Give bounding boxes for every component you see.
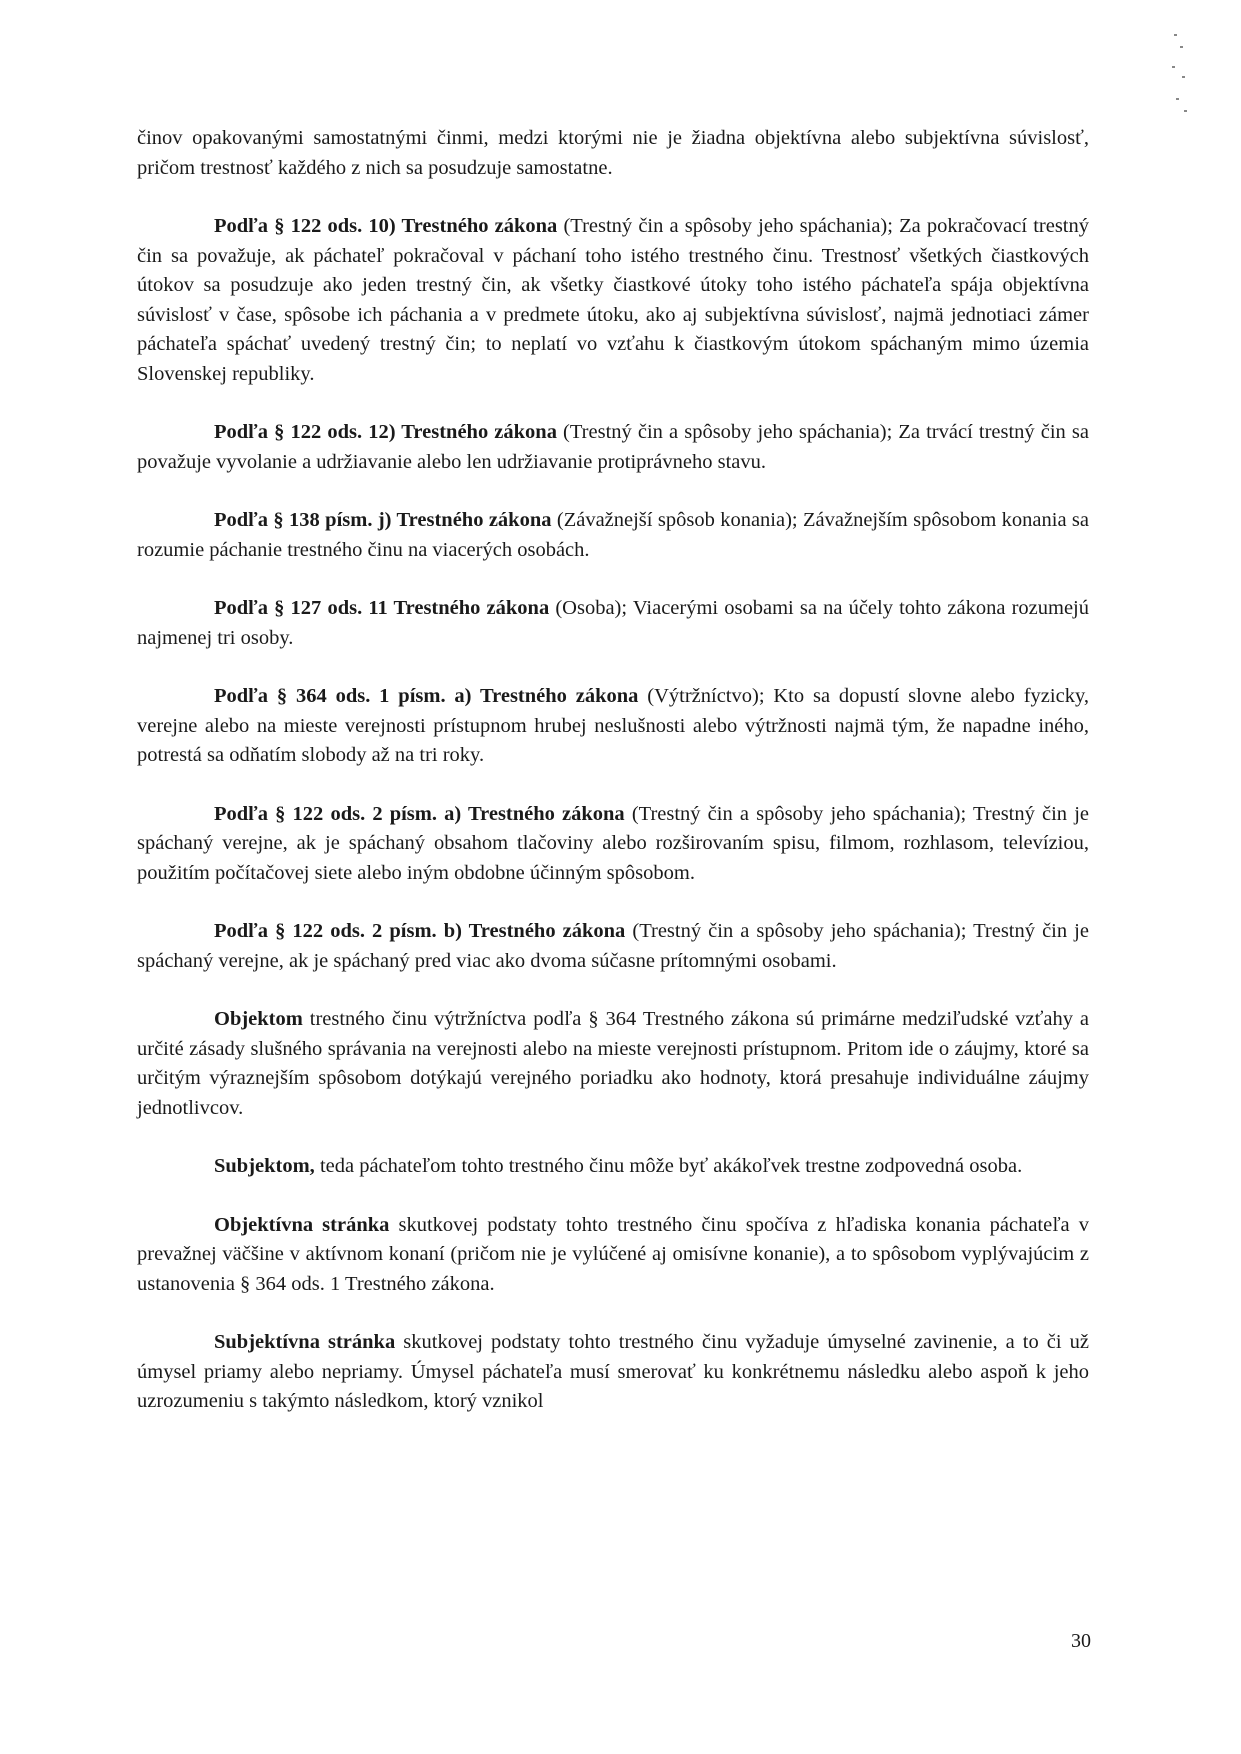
paragraph-text: (Závažnejší spôsob konania); Závažnejším spôsobom konania sa rozumie páchanie trestného činu na viacerých osobách.: [137, 509, 1089, 561]
paragraph-heading: Podľa § 364 ods. 1 písm. a) Trestného zákona: [214, 685, 639, 707]
paragraph-heading: Podľa § 122 ods. 12) Trestného zákona: [214, 421, 557, 443]
paragraph-text: (Trestný čin a spôsoby jeho spáchania); Za trvácí trestný čin sa považuje vyvolanie a udržiavanie alebo len udržiavanie protiprávneho stavu.: [137, 421, 1089, 473]
paragraph: [137, 1152, 1089, 1182]
paragraph-heading: Podľa § 122 ods. 2 písm. b) Trestného zákona: [214, 920, 626, 942]
paragraph: [137, 418, 1089, 477]
paragraph: [137, 1005, 1089, 1123]
paragraph-heading: Podľa § 127 ods. 11 Trestného zákona: [214, 597, 550, 619]
paragraph-text: činov opakovanými samostatnými činmi, medzi ktorými nie je žiadna objektívna alebo subjektívna súvislosť, pričom trestnosť každého z nich sa posudzuje samostatne.: [137, 127, 1089, 179]
paragraph-heading: Objektívna stránka: [214, 1213, 390, 1236]
paragraph-heading: Podľa § 138 písm. j) Trestného zákona: [214, 509, 552, 531]
paragraph: [137, 594, 1089, 653]
paragraph: [137, 917, 1089, 976]
paragraph-text: (Výtržníctvo); Kto sa dopustí slovne alebo fyzicky, verejne alebo na mieste verejnosti prístupnom hrubej neslušnosti alebo výtržnosti najmä tým, že napadne iného, potrestá sa odňatím slobody až na tri roky.: [137, 685, 1089, 766]
page-number: 30: [1071, 1630, 1091, 1652]
paragraph-heading: Subjektívna stránka: [214, 1331, 396, 1353]
document-body: [137, 124, 1089, 1446]
paragraph-heading: Podľa § 122 ods. 10) Trestného zákona: [214, 215, 558, 237]
paragraph-heading: Subjektom,: [214, 1155, 315, 1177]
paragraph-text: trestného činu výtržníctva podľa § 364 Trestného zákona sú primárne medziľudské vzťahy a určité zásady slušného správania na verejnosti alebo na mieste verejnosti prístupnom. Pritom ide o záujmy, ktoré sa určitým výraznejším spôsobom dotýkajú verejného poriadku ako hodnoty, ktorá presahuje individuálne záujmy jednotlivcov.: [137, 1008, 1089, 1119]
paragraph-text: (Trestný čin a spôsoby jeho spáchania); Trestný čin je spáchaný verejne, ak je spáchaný obsahom tlačoviny alebo rozširovaním spisu, filmom, rozhlasom, televíziou, použitím počítačovej siete alebo iným obdobne účinným spôsobom.: [137, 802, 1089, 884]
paragraph: [137, 124, 1089, 183]
paragraph: [137, 1211, 1089, 1300]
paragraph-text: (Trestný čin a spôsoby jeho spáchania); Trestný čin je spáchaný verejne, ak je spáchaný pred viac ako dvoma súčasne prítomnými osobami.: [137, 920, 1089, 972]
paragraph-text: (Trestný čin a spôsoby jeho spáchania); Za pokračovací trestný čin sa považuje, ak páchateľ pokračoval v páchaní toho istého trestného činu. Trestnosť všetkých čiastkových útokov sa posudzuje ako jeden trestný čin, ak všetky čiastkové útoky toho istého páchateľa spája objektívna súvislosť v čase, spôsobe ich páchania a v predmete útoku, ako aj subjektívna súvislosť, najmä jednotiaci zámer páchateľa spáchať uvedený trestný čin; to neplatí vo vzťahu k čiastkovým útokom spáchaným mimo územia Slovenskej republiky.: [137, 215, 1089, 385]
paragraph: [137, 682, 1089, 771]
paragraph-text: skutkovej podstaty tohto trestného činu vyžaduje úmyselné zavinenie, a to či už úmysel priamy alebo nepriamy. Úmysel páchateľa musí smerovať ku konkrétnemu následku alebo aspoň k jeho uzrozumeniu s takýmto následkom, ktorý vznikol: [137, 1331, 1089, 1412]
paragraph-heading: Podľa § 122 ods. 2 písm. a) Trestného zákona: [214, 802, 625, 825]
scan-artifact-marks: [1170, 32, 1200, 132]
paragraph: [137, 800, 1089, 889]
paragraph: [137, 1328, 1089, 1417]
paragraph-text: (Osoba); Viacerými osobami sa na účely tohto zákona rozumejú najmenej tri osoby.: [137, 597, 1089, 649]
paragraph-text: teda páchateľom tohto trestného činu môže byť akákoľvek trestne zodpovedná osoba.: [314, 1155, 1023, 1177]
paragraph-heading: Objektom: [214, 1008, 303, 1030]
paragraph: [137, 506, 1089, 565]
paragraph: [137, 212, 1089, 389]
paragraph-text: skutkovej podstaty tohto trestného činu spočíva z hľadiska konania páchateľa v prevažnej väčšine v aktívnom konaní (pričom nie je vylúčené aj omisívne konanie), a to spôsobom vyplývajúcim z ustanovenia § 364 ods. 1 Trestného zákona.: [137, 1213, 1089, 1295]
